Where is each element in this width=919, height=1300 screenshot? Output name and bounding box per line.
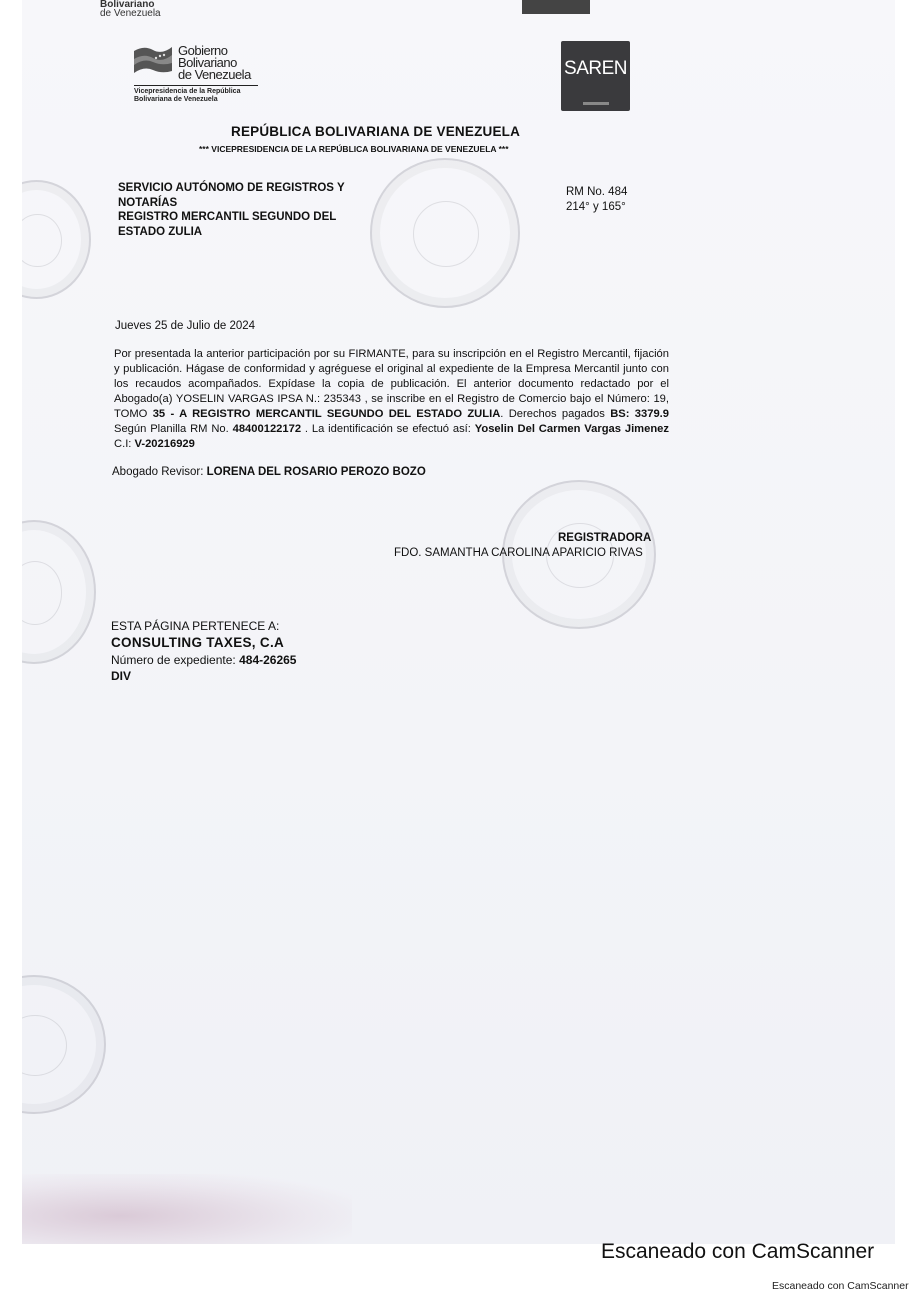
fees-amount: BS: 3379.9 [610,408,669,420]
gov-name-line1: Gobierno [178,43,228,58]
stamp-left-bottom [22,975,106,1114]
expediente-label: Número de expediente: [111,653,240,667]
stamp-center [370,158,520,308]
body-part5: C.I: [114,438,135,450]
company-name: CONSULTING TAXES, C.A [111,635,285,650]
revisor-line [112,466,426,478]
registrar-title: REGISTRADORA [558,532,652,544]
gov-vice-line2: Bolivariana de Venezuela [134,96,218,103]
belongs-to-label: ESTA PÁGINA PERTENECE A: [111,619,280,633]
expediente-number: 484-26265 [239,653,297,667]
gobierno-logo-vice [134,88,240,104]
scan-smudge [22,1174,352,1244]
body-part1: Por presentada la anterior participación por su FIRMANTE, para su inscripción en el Registro Mercantil, fijación y publicación. Hágase de conformidad y agréguese el original al expediente de la Empresa Mercantil junto con los recaudos acompañados. Expídase la copia de publicación. El anterior documento redactado por el Abogado(a) YOSELIN VARGAS IPSA N.: 235343 , se inscribe en el Registro de Comercio bajo el Número: 19, TOMO [114,348,669,420]
registrar-name: FDO. SAMANTHA CAROLINA APARICIO RIVAS [394,547,643,559]
revisor-label: Abogado Revisor: [112,466,207,478]
gov-vice-line1: Vicepresidencia de la República [134,88,241,95]
document-date: Jueves 25 de Julio de 2024 [115,320,256,332]
body-part2: . Derechos pagados [500,408,611,420]
office-line3: REGISTRO MERCANTIL SEGUNDO DEL [118,211,337,223]
identified-person: Yoselin Del Carmen Vargas Jimenez [474,423,669,435]
gov-name-line2: Bolivariano [178,55,237,70]
republic-heading: REPÚBLICA BOLIVARIANA DE VENEZUELA [231,124,521,139]
reference-block [566,185,627,214]
camscanner-footer: Escaneado con CamScanner [772,1280,909,1292]
body-part4: . La identificación se efectuó así: [301,423,475,435]
office-name [118,181,378,239]
planilla-number: 48400122172 [232,423,302,435]
vicepresidency-heading: *** VICEPRESIDENCIA DE LA REPÚBLICA BOLIVARIANA DE VENEZUELA *** [199,144,509,154]
expediente-line [111,653,296,667]
saren-logo: SAREN [561,41,630,111]
revisor-name: LORENA DEL ROSARIO PEROZO BOZO [206,466,426,478]
stamp-left-top [22,180,91,299]
camscanner-watermark: Escaneado con CamScanner [601,1240,875,1263]
gobierno-logo-divider [134,85,258,86]
top-logo-fragment-bar [522,0,590,14]
office-line1: SERVICIO AUTÓNOMO DE REGISTROS Y [118,182,345,194]
office-line2: NOTARÍAS [118,196,178,209]
tomo-registry: 35 - A REGISTRO MERCANTIL SEGUNDO DEL ESTADO ZULIA [152,408,501,420]
gobierno-logo [132,37,262,111]
body-part3: Según Planilla RM No. [114,423,233,435]
office-line4: ESTADO ZULIA [118,225,203,238]
gobierno-logo-name [178,45,251,81]
top-fragment-line2: de Venezuela [100,8,161,19]
flag-icon [132,41,174,79]
div-code: DIV [111,669,132,683]
top-logo-fragment [100,0,161,18]
rm-number: RM No. 484 [566,186,628,198]
gov-name-line3: de Venezuela [178,67,251,82]
main-paragraph [114,347,669,452]
stamp-left-mid [22,520,96,664]
identity-number: V-20216929 [134,438,195,450]
years-reference: 214° y 165° [566,200,626,213]
top-fragment-line1: Bolivariano [100,0,155,10]
